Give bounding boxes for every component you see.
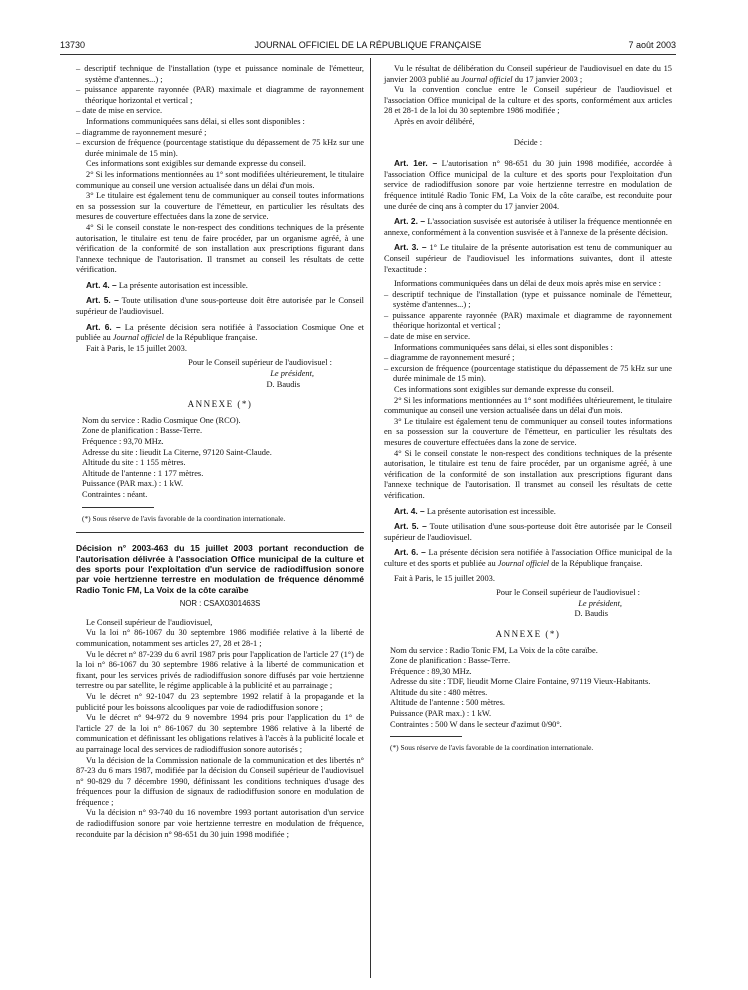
column-divider [370, 58, 371, 978]
article-2 [384, 216, 672, 238]
signature-block: Pour le Conseil supérieur de l'audiovisuel : [496, 588, 640, 598]
footnote-rule [82, 507, 154, 508]
annex-line: Contraintes : néant. [82, 489, 148, 499]
article-4 [384, 506, 672, 518]
annex-line: Adresse du site : TDF, lieudit Morne Claire Fontaine, 97119 Vieux-Habitants. [390, 677, 651, 687]
annex-line: Zone de planification : Basse-Terre. [82, 426, 203, 436]
paragraph: Vu le résultat de délibération du Conseil supérieur de l'audiovisuel en date du 15 janvier 2003 publié au Journal officiel du 17 janvier 2003 ; [384, 64, 672, 84]
paragraph: – diagramme de rayonnement mesuré ; [384, 353, 515, 363]
article-label: Art. 4. – [394, 505, 425, 516]
paragraph: – descriptif technique de l'installation (type et puissance nominale de l'émetteur, système d'antennes...) ; [76, 64, 364, 84]
article-text: La présente décision sera notifiée à l'association Cosmique One et publiée au [76, 322, 364, 343]
paragraph: 2° Si les informations mentionnées au 1° sont modifiées ultérieurement, le titulaire communique au conseil une version actualisée dans un délai d'un mois. [384, 395, 672, 416]
signature-block: Pour le Conseil supérieur de l'audiovisuel : [188, 358, 332, 368]
paragraph: 2° Si les informations mentionnées au 1° sont modifiées ultérieurement, le titulaire communique au conseil une version actualisée dans un délai d'un mois. [76, 169, 364, 190]
annex-line: Altitude du site : 480 mètres. [390, 687, 488, 697]
footnote: (*) Sous réserve de l'avis favorable de la coordination internationale. [82, 513, 286, 523]
article-6 [384, 547, 672, 569]
date-place: Fait à Paris, le 15 juillet 2003. [86, 343, 187, 353]
signature-name: D. Baudis [266, 379, 300, 389]
annex-line: Fréquence : 93,70 MHz. [82, 437, 164, 446]
article-label: Art. 2. – [394, 216, 426, 227]
article-text: La présente autorisation est incessible. [116, 280, 248, 290]
article-1 [384, 158, 672, 212]
left-column [76, 64, 364, 840]
annex-title: ANNEXE (*) [495, 628, 561, 639]
journal-title: JOURNAL OFFICIEL DE LA RÉPUBLIQUE FRANÇAISE [254, 40, 482, 50]
right-column [384, 64, 672, 754]
article-text: Toute utilisation d'une sous-porteuse doit être autorisée par le Conseil supérieur de l'audiovisuel. [384, 522, 672, 542]
article-5 [76, 295, 364, 317]
date-place: Fait à Paris, le 15 juillet 2003. [394, 573, 495, 583]
paragraph: Vu la décision n° 93-740 du 16 novembre 1993 portant autorisation d'un service de radiodiffusion sonore par voie hertzienne terrestre en modulation de fréquence, reconduite par la décision n° 98-651 du 30 juin 1998 modifiée ; [76, 808, 364, 839]
paragraph: Vu le décret n° 92-1047 du 23 septembre 1992 relatif à la propagande et la publicité pour les boissons alcooliques par voie de radiodiffusion sonore ; [76, 691, 364, 712]
signature-title: Le président, [578, 598, 622, 608]
annex-line: Altitude de l'antenne : 1 177 mètres. [82, 468, 204, 478]
annex-line: Nom du service : Radio Tonic FM, La Voix de la côte caraïbe. [390, 645, 598, 655]
article-label: Art. 5. – [394, 521, 427, 532]
paragraph: Informations communiquées dans un délai de deux mois après mise en service : [394, 279, 661, 289]
article-text: de la République française. [164, 333, 258, 343]
article-text: La présente autorisation est incessible. [424, 506, 556, 516]
article-label: Art. 4. – [86, 279, 117, 290]
journal-reference: Journal officiel [461, 74, 513, 84]
annex-line: Adresse du site : lieudit La Citerne, 97120 Saint-Claude. [82, 447, 272, 457]
paragraph: Ces informations sont exigibles sur demande expresse du conseil. [86, 159, 306, 169]
paragraph: 3° Le titulaire est également tenu de communiquer au conseil toutes informations en sa possession sur la couverture de l'émetteur, en particulier les résultats des mesures de couverture effectuées dans la zone de service. [384, 416, 672, 447]
annex-line: Fréquence : 89,30 MHz. [390, 666, 472, 676]
article-5 [384, 521, 672, 543]
article-label: Art. 3. – [394, 242, 427, 253]
article-text: L'autorisation n° 98-651 du 30 juin 1998 modifiée, accordée à l'association Office municipal de la culture et des sports pour l'exploitation d'un service de radiodiffusion sonore par voie hertzienne terrestre en modulation de fréquence intitulé Radio Tonic FM, La Voix de la côte caraïbe, est reconduite pour une durée de cinq ans à compter du 17 janvier 2004. [384, 159, 672, 211]
paragraph: Ces informations sont exigibles sur demande expresse du conseil. [394, 385, 614, 395]
paragraph: Vu le décret n° 87-239 du 6 avril 1987 pris pour l'application de l'article 27 (1°) de la loi n° 86-1067 du 30 septembre 1986 relative à la liberté de communication et fixant, pour les services privés de radiodiffusion sonore diffusés par voie hertzienne terrestre ou par satellite, le régime applicable à la publicité et au parrainage ; [76, 649, 364, 691]
paragraph: – puissance apparente rayonnée (PAR) maximale et diagramme de rayonnement théorique horizontal et vertical ; [76, 85, 364, 105]
article-6 [76, 322, 364, 344]
decide-heading: Décide : [513, 137, 543, 147]
article-4 [76, 280, 364, 292]
article-label: Art. 6. – [394, 547, 426, 558]
annex-line: Contraintes : 500 W dans le secteur d'azimut 0/90°. [390, 719, 562, 729]
paragraph: Vu le décret n° 94-972 du 9 novembre 1994 pris pour l'application du 1° de l'article 27 de la loi n° 86-1067 du 30 septembre 1986 relative à la liberté de communication et définissant les obligations relatives à l'accès à la publicité locale et au parrainage local des services de radiodiffusion sonore autorisés ; [76, 713, 364, 754]
decision-title: Décision n° 2003-463 du 15 juillet 2003 portant reconduction de l'autorisation délivrée à l'association Office municipal de la culture et des sports pour l'exploitation d'un service de radiodiffusion sonore par voie hertzienne terrestre en modulation de fréquence dénommé Radio Tonic FM, La Voix de la côte caraïbe [76, 543, 364, 595]
paragraph: Informations communiquées sans délai, si elles sont disponibles : [394, 342, 613, 352]
journal-reference: Journal officiel [112, 333, 165, 343]
annex-line: Puissance (PAR max.) : 1 kW. [390, 709, 492, 719]
paragraph: Le Conseil supérieur de l'audiovisuel, [86, 617, 213, 627]
footnote-rule [390, 736, 462, 737]
journal-reference: Journal officiel [497, 558, 550, 568]
page-header [60, 40, 676, 54]
annex-line: Puissance (PAR max.) : 1 kW. [82, 479, 184, 489]
header-rule [60, 54, 676, 55]
annex-line: Nom du service : Radio Cosmique One (RCO). [82, 415, 241, 425]
paragraph: – diagramme de rayonnement mesuré ; [76, 127, 207, 137]
article-text: Toute utilisation d'une sous-porteuse doit être autorisée par le Conseil supérieur de l'audiovisuel. [76, 296, 364, 317]
signature-title: Le président, [270, 369, 314, 379]
signature-name: D. Baudis [574, 609, 608, 619]
page-number: 13730 [60, 40, 86, 50]
paragraph: 4° Si le conseil constate le non-respect des conditions techniques de la présente autorisation, le titulaire est tenu de faire procéder, par un organisme agréé, à une vérification de la conformité de son installation aux prescriptions figurant dans l'annexe technique de l'autorisation. Il transmet au conseil les résultats de cette vérification. [76, 222, 364, 275]
paragraph: – date de mise en service. [76, 106, 163, 116]
footnote: (*) Sous réserve de l'avis favorable de la coordination internationale. [390, 743, 594, 753]
section-separator [76, 532, 364, 533]
article-text: de la République française. [549, 558, 643, 568]
article-label: Art. 1er. – [394, 158, 438, 169]
paragraph: Vu la loi n° 86-1067 du 30 septembre 1986 modifiée relative à la liberté de communication, notamment ses articles 27, 28 et 28-1 ; [76, 628, 364, 648]
paragraph: – excursion de fréquence (pourcentage statistique du dépassement de 75 kHz sur une durée minimale de 15 min). [384, 363, 672, 384]
article-label: Art. 5. – [86, 295, 119, 306]
annex-line: Altitude du site : 1 155 mètres. [82, 458, 186, 468]
paragraph: – puissance apparente rayonnée (PAR) maximale et diagramme de rayonnement théorique horizontal et vertical ; [384, 310, 672, 331]
nor-reference: NOR : CSAX0301463S [179, 599, 261, 609]
paragraph: Informations communiquées sans délai, si elles sont disponibles : [86, 116, 305, 126]
paragraph: Vu la décision de la Commission nationale de la communication et des libertés n° 87-23 du 6 mars 1987, modifiée par la décision du Conseil supérieur de l'audiovisuel n° 90-829 du 7 décembre 1990, définissant les conditions techniques d'usage des fréquences pour la diffusion de signaux de radiodiffusion sonore en modulation de fréquence ; [76, 755, 364, 807]
annex-line: Zone de planification : Basse-Terre. [390, 656, 511, 666]
paragraph: – excursion de fréquence (pourcentage statistique du dépassement de 75 kHz sur une durée minimale de 15 min). [76, 138, 364, 158]
paragraph: Après en avoir délibéré, [394, 116, 475, 126]
paragraph: 4° Si le conseil constate le non-respect des conditions techniques de la présente autorisation, le titulaire est tenu de faire procéder, par un organisme agréé, à une vérification de la conformité de son installation aux prescriptions figurant dans l'annexe technique de l'autorisation. Il transmet au conseil les résultats de cette vérification. [384, 448, 672, 500]
annex-title: ANNEXE (*) [187, 399, 253, 410]
article-label: Art. 6. – [86, 321, 121, 332]
article-text: 1° Le titulaire de la présente autorisation est tenu de communiquer au Conseil supérieur de l'audiovisuel les informations suivantes, dont il atteste l'exactitude : [384, 243, 672, 274]
issue-date: 7 août 2003 [628, 40, 676, 50]
article-3 [384, 242, 672, 275]
paragraph: Vu la convention conclue entre le Conseil supérieur de l'audiovisuel et l'association Office municipal de la culture et des sports, conformément aux articles 28 et 28-1 de la loi du 30 septembre 1986 modifiée ; [384, 85, 672, 116]
article-text: L'association susvisée est autorisée à utiliser la fréquence mentionnée en annexe, conformément à la convention susvisée et à l'annexe de la présente décision. [384, 217, 672, 237]
paragraph: – date de mise en service. [384, 332, 471, 342]
article-text: La présente décision sera notifiée à l'association Office municipal de la culture et des sports et publiée au [384, 548, 672, 568]
paragraph: – descriptif technique de l'installation (type et puissance nominale de l'émetteur, système d'antennes...) ; [384, 289, 672, 310]
annex-line: Altitude de l'antenne : 500 mètres. [390, 698, 506, 708]
paragraph: 3° Le titulaire est également tenu de communiquer au conseil toutes informations en sa possession sur la couverture de l'émetteur, en particulier les résultats des mesures de couverture effectuées dans la zone de service. [76, 191, 364, 222]
